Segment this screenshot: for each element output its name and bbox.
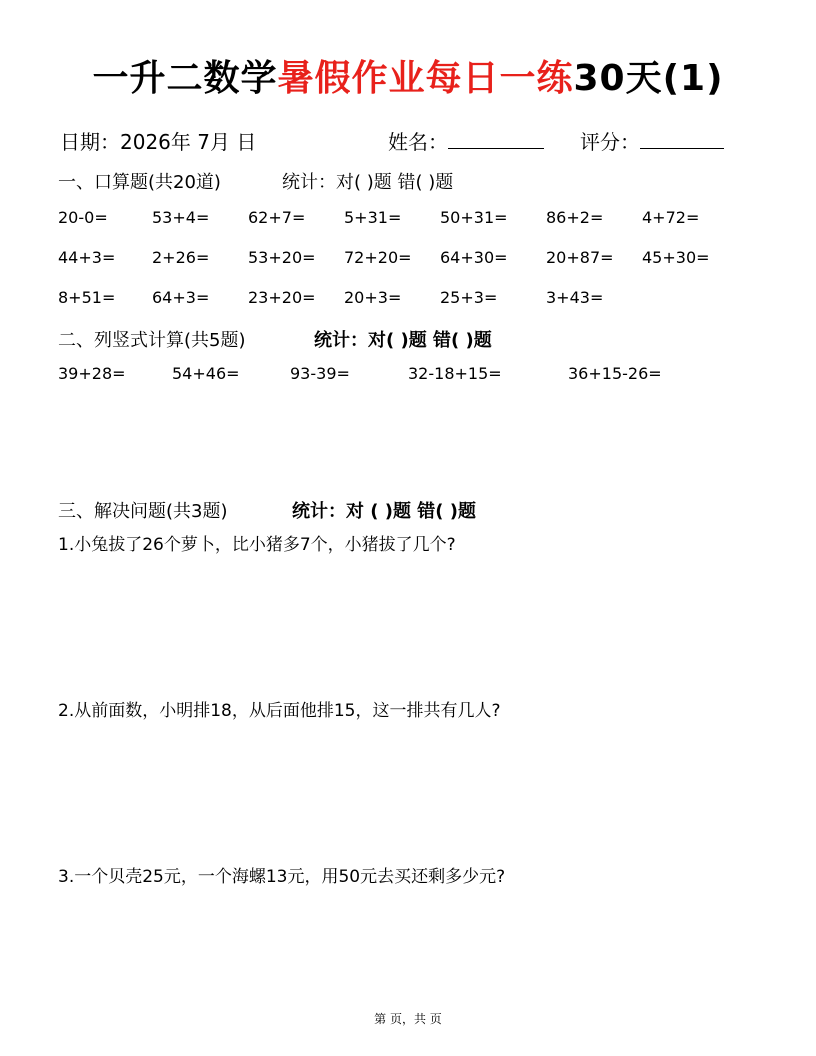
oral-problem: 50+31=	[440, 208, 508, 227]
name-label: 姓名：	[388, 130, 448, 154]
oral-problem: 64+3=	[152, 288, 210, 307]
title-part-2: 暑假作业每日一练	[277, 58, 574, 99]
section1-heading: 一、口算题(共20道)	[58, 172, 221, 193]
oral-problem: 23+20=	[248, 288, 316, 307]
oral-problem: 53+4=	[152, 208, 210, 227]
vertical-calc-problem: 93-39=	[290, 364, 350, 383]
oral-problem: 8+51=	[58, 288, 116, 307]
oral-problem: 45+30=	[642, 248, 710, 267]
oral-problem: 20+87=	[546, 248, 614, 267]
word-problem: 3.一个贝壳25元，一个海螺13元，用50元去买还剩多少元?	[58, 867, 506, 887]
word-problem: 1.小兔拔了26个萝卜，比小猪多7个，小猪拔了几个?	[58, 535, 456, 555]
date-field: 日期：2026年 7月 日	[60, 130, 257, 154]
section2-stat: 统计：对( )题 错( )题	[314, 330, 492, 351]
oral-problem: 86+2=	[546, 208, 604, 227]
score-field	[580, 126, 724, 155]
oral-problem: 62+7=	[248, 208, 306, 227]
name-blank[interactable]	[448, 130, 544, 149]
vertical-calc-problem: 32-18+15=	[408, 364, 502, 383]
section3-stat: 统计：对 ( )题 错( )题	[292, 501, 476, 522]
title-part-3: 30天(1)	[573, 58, 724, 99]
name-field	[388, 126, 544, 155]
worksheet-title	[0, 50, 816, 101]
oral-problem: 4+72=	[642, 208, 700, 227]
score-label: 评分：	[580, 130, 640, 154]
vertical-calc-problem: 36+15-26=	[568, 364, 662, 383]
section1-stat: 统计：对( )题 错( )题	[282, 172, 454, 193]
oral-problem: 5+31=	[344, 208, 402, 227]
word-problem: 2.从前面数，小明排18，从后面他排15，这一排共有几人?	[58, 701, 501, 721]
oral-problem: 64+30=	[440, 248, 508, 267]
oral-problem: 2+26=	[152, 248, 210, 267]
score-blank[interactable]	[640, 130, 724, 149]
oral-problem: 3+43=	[546, 288, 604, 307]
oral-problem: 53+20=	[248, 248, 316, 267]
oral-problem: 44+3=	[58, 248, 116, 267]
oral-problem: 72+20=	[344, 248, 412, 267]
oral-problem: 20-0=	[58, 208, 108, 227]
vertical-calc-problem: 54+46=	[172, 364, 240, 383]
section3-heading: 三、解决问题(共3题)	[58, 501, 228, 522]
vertical-calc-problem: 39+28=	[58, 364, 126, 383]
oral-problem: 20+3=	[344, 288, 402, 307]
section2-heading: 二、列竖式计算(共5题)	[58, 330, 246, 351]
title-part-1: 一升二数学	[92, 58, 278, 99]
page-footer: 第 页，共 页	[374, 1012, 442, 1026]
oral-problem: 25+3=	[440, 288, 498, 307]
